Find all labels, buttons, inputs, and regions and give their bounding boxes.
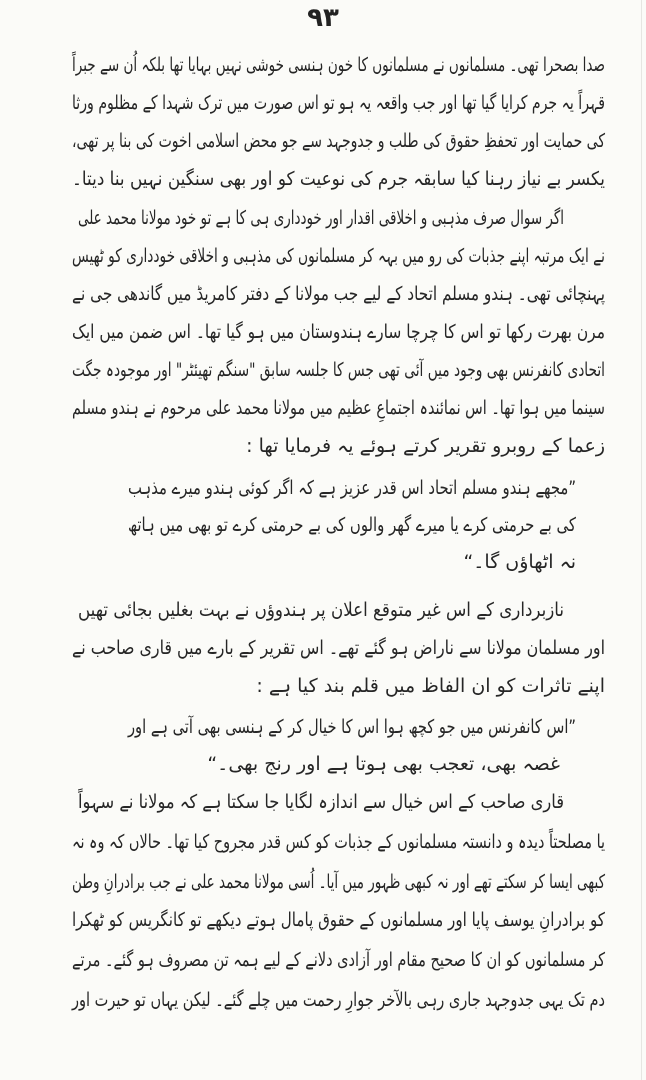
text-line: دم تک یہی جدوجہد جاری رہی بالآخر جوارِ رحمت میں چلے گئے۔ لیکن یہاں تو حیرت اور — [71, 989, 606, 1011]
scan-edge — [641, 0, 642, 1080]
text-line: اور مسلمان مولانا سے ناراض ہو گئے تھے۔ اس تقریر کے بارے میں قاری صاحب نے — [72, 637, 605, 659]
quote-line: غصہ بھی، تعجب بھی ہوتا ہے اور رنج بھی۔“ — [207, 753, 560, 775]
quote-line: ”مجھے ہندو مسلم اتحاد اس قدر عزیز ہے کہ اگر کوئی ہندو میرے مذہب — [127, 477, 576, 499]
text-line: کی حمایت اور تحفظِ حقوق کی طلب و جدوجہد سے جو محض اسلامی اخوت کی بنا پر تھی، — [71, 130, 605, 152]
text-line: پہنچائی تھی۔ ہندو مسلم اتحاد کے لیے جب مولانا کے دفتر کامریڈ میں گاندھی جی نے — [72, 283, 605, 305]
quote-line: ”اس کانفرنس میں جو کچھ ہوا اس کا خیال کر کے ہنسی بھی آتی ہے اور — [127, 716, 576, 738]
quote-line: نہ اٹھاؤں گا۔“ — [463, 551, 576, 573]
text-line: قاری صاحب کے اس خیال سے اندازہ لگایا جا سکتا ہے کہ مولانا نے سہواً — [78, 791, 565, 813]
text-line: مرن بھرت رکھا تو اس کا چرچا سارے ہندوستان میں ہو گیا تھا۔ اس ضمن میں ایک — [71, 321, 605, 343]
text-line: زعما کے روبرو تقریر کرتے ہوئے یہ فرمایا تھا : — [246, 435, 605, 457]
text-line: صدا بصحرا تھی۔ مسلمانوں نے مسلمانوں کا خون ہنسی خوشی نہیں بہایا تھا بلکہ اُن سے جبراً — [72, 54, 606, 76]
text-line: کو برادرانِ یوسف پایا اور مسلمانوں کے حقوق پامال ہوتے دیکھے تو کانگریس کو ٹھکرا — [71, 909, 605, 931]
text-line: یکسر بے نیاز رہنا کیا سابقہ جرم کی نوعیت کو اور بھی سنگین نہیں بنا دیتا۔ — [72, 168, 606, 190]
text-line: نے ایک مرتبہ اپنے جذبات کی رو میں بہہ کر مسلمانوں کی مذہبی و اخلاقی خودداری کو ٹھیس — [72, 245, 606, 267]
text-line: قہراً یہ جرم کرایا گیا تھا اور جب واقعہ یہ ہو تو اس صورت میں ترک شہدا کے مظلوم ورثا — [71, 92, 606, 114]
text-line: سینما میں ہوا تھا۔ اس نمائندہ اجتماعِ عظیم میں مولانا محمد علی مرحوم نے ہندو مسلم — [72, 397, 606, 419]
text-line: کبھی ایسا کر سکتے تھے اور نہ کبھی ظہور میں آیا۔ اُسی مولانا محمد علی نے جب برادرانِ وطن — [72, 871, 606, 893]
text-line: یا مصلحتاً دیدہ و دانستہ مسلمانوں کے جذبات کو کس قدر مجروح کیا تھا۔ حالاں کہ وہ نہ — [72, 831, 605, 853]
page-number: ۹۳ — [307, 3, 339, 33]
text-line: اگر سوال صرف مذہبی و اخلاقی اقدار اور خودداری ہی کا ہے تو خود مولانا محمد علی — [77, 207, 564, 229]
text-line: کر مسلمانوں کو ان کا صحیح مقام اور آزادی دلانے کے لیے ہمہ تن مصروف ہو گئے۔ مرتے — [72, 949, 606, 971]
quote-line: کی بے حرمتی کرے یا میرے گھر والوں کی بے حرمتی کرے تو بھی میں ہاتھ — [128, 514, 576, 536]
text-line: اتحادی کانفرنس بھی وجود میں آئی تھی جس کا جلسہ سابق "سنگم تھیئٹر" اور موجودہ جگت — [71, 359, 605, 381]
text-line: اپنے تاثرات کو ان الفاظ میں قلم بند کیا ہے : — [256, 675, 605, 697]
text-line: نازبرداری کے اس غیر متوقع اعلان پر ہندوؤں نے بہت بغلیں بجائی تھیں — [77, 599, 565, 621]
